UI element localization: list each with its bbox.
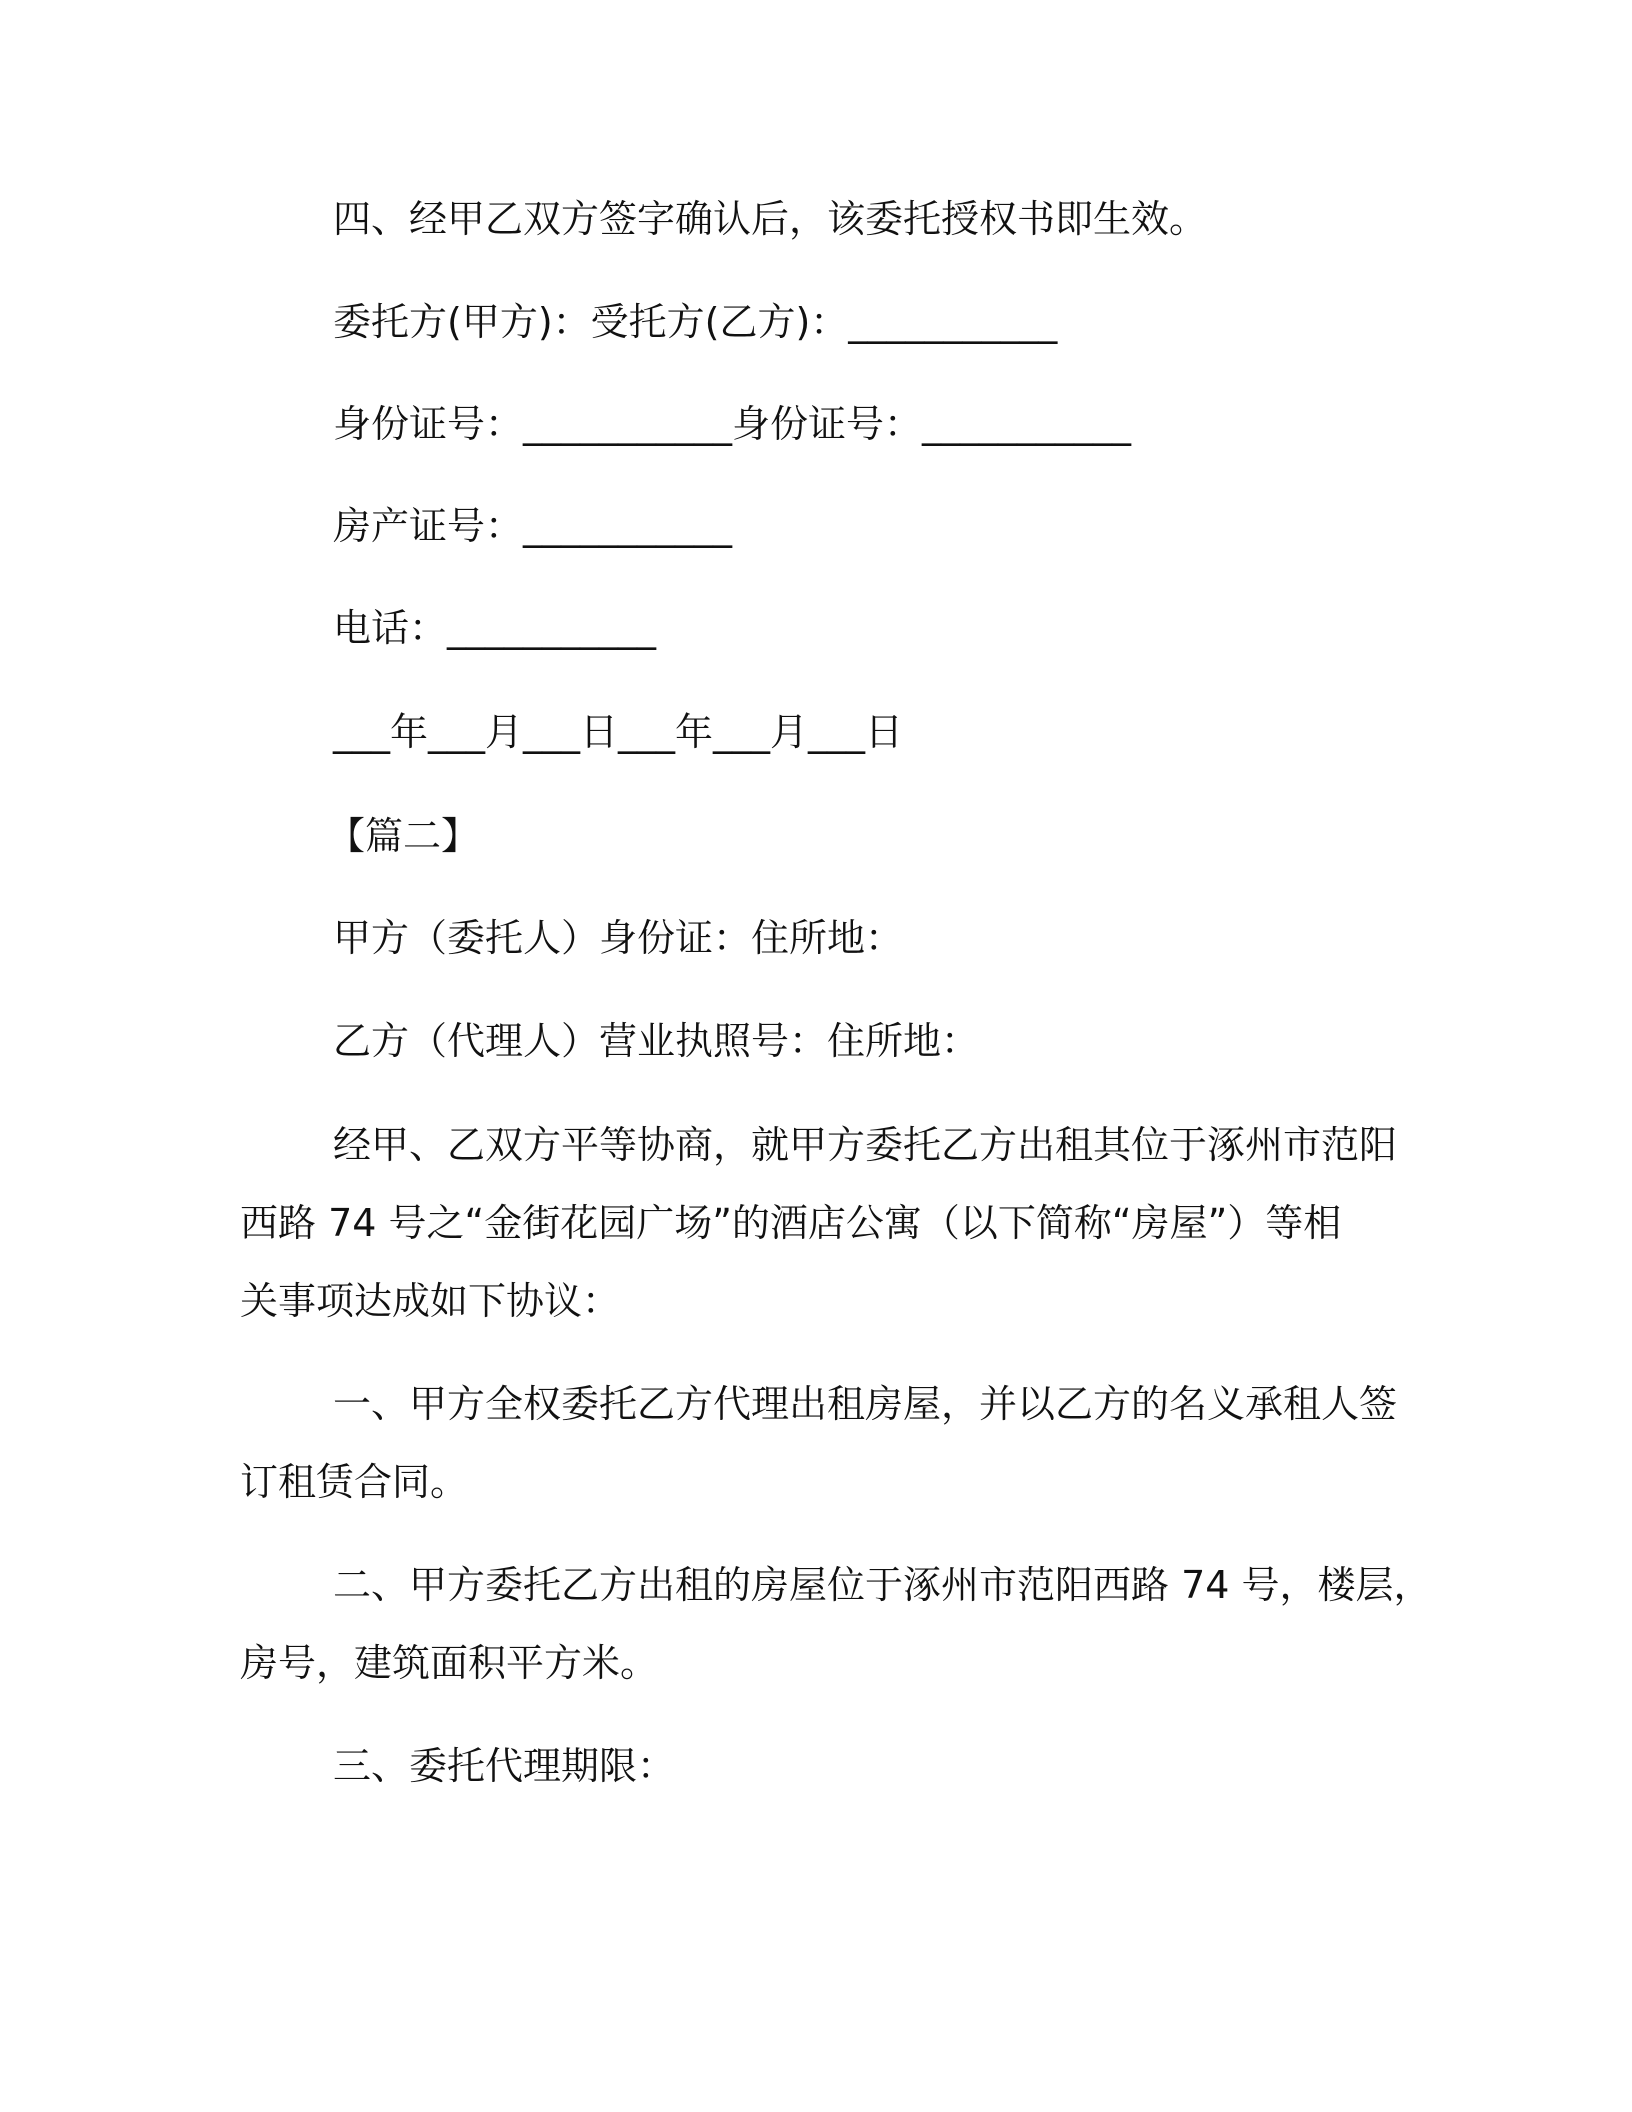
clause-two-line-1: 二、甲方委托乙方出租的房屋位于涿州市范阳西路 74 号，楼层， xyxy=(333,1563,1432,1607)
clause-four-effective: 四、经甲乙双方签字确认后，该委托授权书即生效。 xyxy=(333,197,1208,241)
phone-line: 电话：___________ xyxy=(333,606,657,650)
party-b-line: 乙方（代理人）营业执照号：住所地： xyxy=(333,1019,980,1063)
clause-three-line: 三、委托代理期限： xyxy=(333,1744,676,1788)
clause-two-line-2: 房号，建筑面积平方米。 xyxy=(240,1641,659,1685)
party-a-line: 甲方（委托人）身份证：住所地： xyxy=(333,916,904,960)
preamble-line-2: 西路 74 号之“金街花园广场”的酒店公寓（以下简称“房屋”）等相 xyxy=(240,1201,1342,1245)
clause-one-line-1: 一、甲方全权委托乙方代理出租房屋，并以乙方的名义承租人签 xyxy=(333,1382,1398,1426)
id-number-line: 身份证号：___________身份证号：___________ xyxy=(333,402,1132,446)
property-certificate-line: 房产证号：___________ xyxy=(333,504,733,548)
preamble-line-1: 经甲、乙双方平等协商，就甲方委托乙方出租其位于涿州市范阳 xyxy=(333,1123,1398,1167)
clause-one-line-2: 订租赁合同。 xyxy=(240,1460,469,1504)
signature-parties-line: 委托方(甲方)：受托方(乙方)：___________ xyxy=(333,300,1058,344)
section-heading: 【篇二】 xyxy=(327,814,480,858)
preamble-line-3: 关事项达成如下协议： xyxy=(240,1279,621,1323)
date-line: ___年___月___日___年___月___日 xyxy=(333,710,904,754)
